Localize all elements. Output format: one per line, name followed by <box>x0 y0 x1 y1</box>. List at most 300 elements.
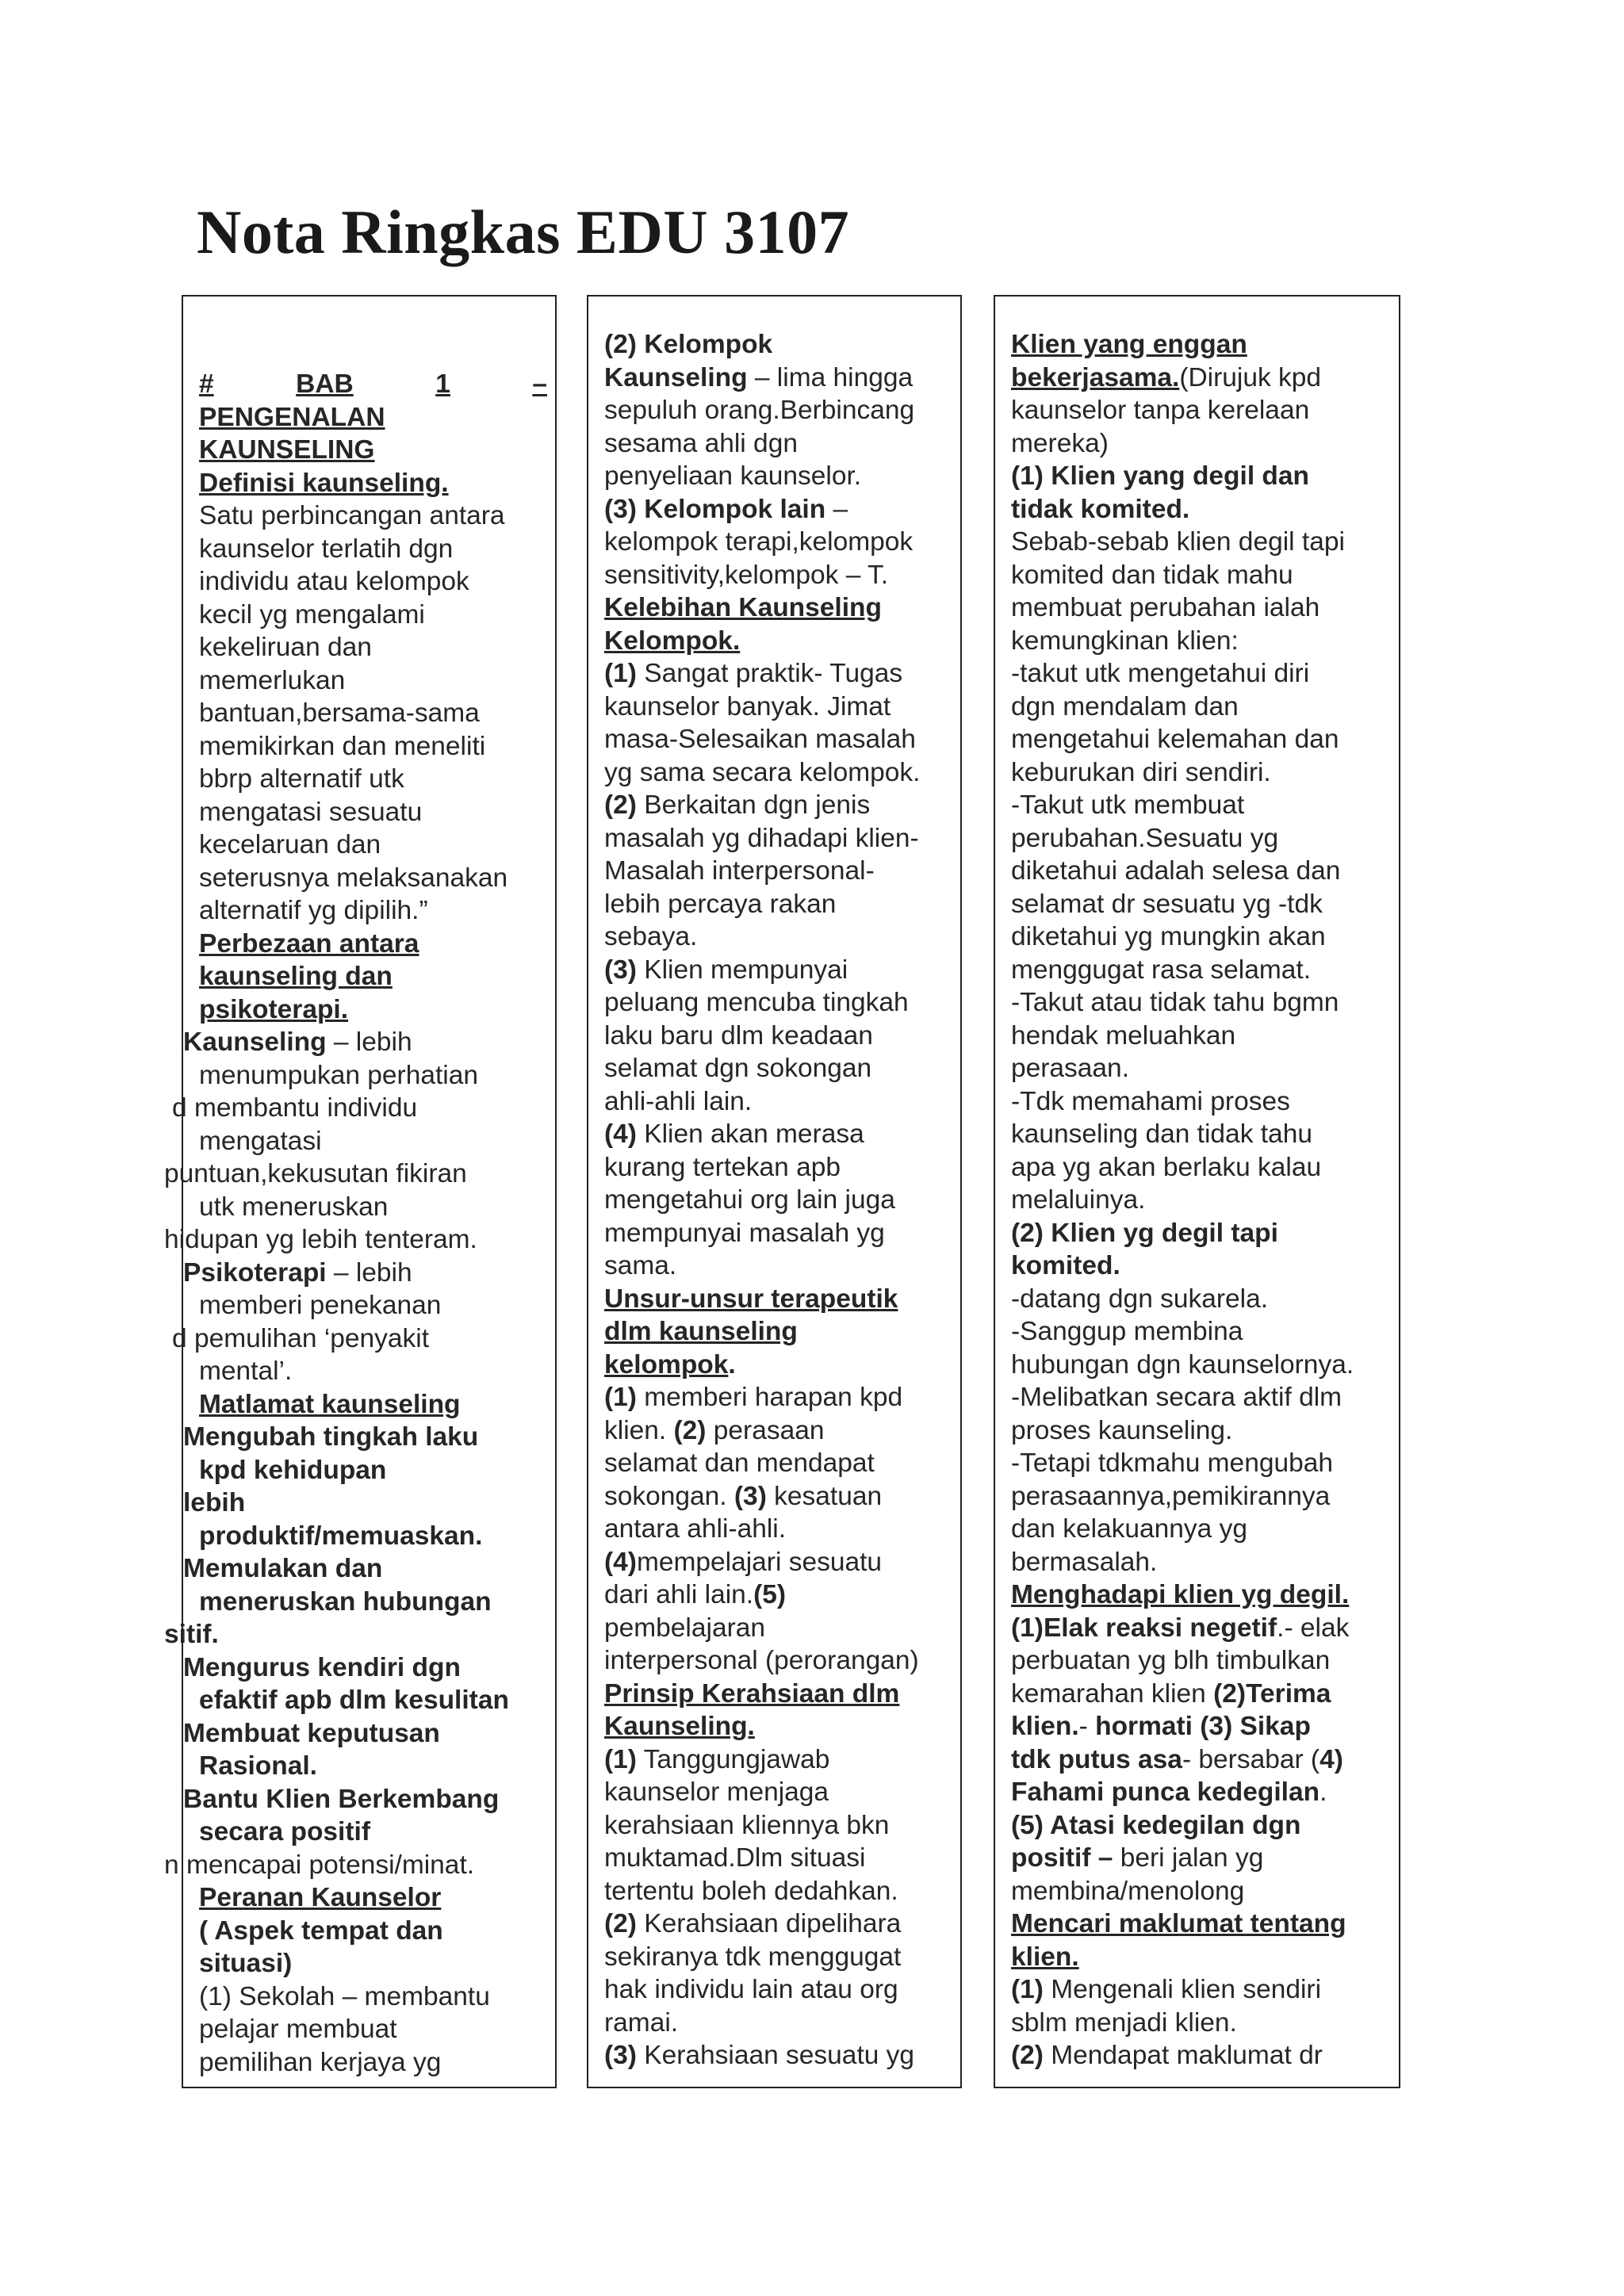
text-line <box>1011 394 1392 427</box>
body-text: perasaannya,pemikirannya <box>1011 1481 1331 1511</box>
body-text: kerahsiaan kliennya bkn <box>604 1810 890 1840</box>
bold-text: (2) Klien yg degil tapi <box>1011 1218 1278 1248</box>
text-line <box>604 1710 954 1743</box>
body-text: apa yg akan berlaku kalau <box>1011 1152 1322 1182</box>
text-line <box>1011 986 1392 1020</box>
text-line <box>1011 920 1392 954</box>
text-line <box>199 1750 547 1783</box>
bold-text: produktif/memuaskan. <box>199 1521 483 1551</box>
text-line <box>604 1743 954 1777</box>
body-text: Kerahsiaan dipelihara <box>636 1909 902 1938</box>
body-text: memberi harapan kpd <box>636 1383 903 1412</box>
body-text: masalah yg dihadapi klien- <box>604 823 919 853</box>
body-text: – <box>825 494 848 524</box>
heading-text: Mencari maklumat tentang <box>1011 1909 1346 1938</box>
bold-text: (2) <box>1011 2041 1044 2070</box>
bold-text: (3) <box>733 1481 767 1511</box>
bold-text: 4) <box>1320 1744 1343 1774</box>
text-line <box>604 394 954 427</box>
text-line <box>1011 888 1392 921</box>
body-text: mempelajari sesuatu <box>636 1547 883 1577</box>
bold-text: tidak komited. <box>1011 494 1190 524</box>
body-text: selamat dr sesuatu yg -tdk <box>1011 889 1323 919</box>
body-text: – lima hingga <box>747 362 914 392</box>
body-text: - <box>1078 1712 1096 1741</box>
heading-text: bekerjasama. <box>1011 362 1180 392</box>
body-text: peluang mencuba tingkah <box>604 988 909 1017</box>
text-line <box>183 1783 547 1816</box>
body-text: kaunseling dan tidak tahu <box>1011 1119 1312 1149</box>
bold-text: Kaunseling <box>183 1027 327 1057</box>
page-title: Nota Ringkas EDU 3107 <box>197 197 850 266</box>
text-line <box>199 1454 547 1487</box>
bold-text: Rasional. <box>199 1751 317 1781</box>
text-line <box>183 1552 547 1586</box>
body-text: keburukan diri sendiri. <box>1011 757 1271 787</box>
text-line <box>1011 1315 1392 1349</box>
bold-text: secara positif <box>199 1817 370 1846</box>
text-line <box>604 493 954 526</box>
bold-text: (3) Kelompok lain <box>604 494 826 524</box>
text-line <box>604 526 954 559</box>
body-text: bermasalah. <box>1011 1547 1158 1577</box>
body-text: mengatasi <box>199 1126 322 1156</box>
text-line <box>604 1315 954 1349</box>
bold-text: (1) <box>604 1744 637 1774</box>
heading-text: PENGENALAN <box>199 402 385 432</box>
text-line <box>604 1381 954 1414</box>
body-text: -Takut atau tidak tahu bgmn <box>1011 988 1339 1017</box>
text-line <box>604 328 954 362</box>
body-text: perasaan. <box>1011 1054 1129 1083</box>
bold-text: (4) <box>604 1547 637 1577</box>
body-text: menumpukan perhatian <box>199 1060 478 1090</box>
body-text: -Tetapi tdkmahu mengubah <box>1011 1448 1333 1478</box>
text-line <box>604 888 954 921</box>
body-text: Mengenali klien sendiri <box>1043 1975 1322 2004</box>
body-text: hak individu lain atau org <box>604 1975 898 2004</box>
body-text: dari ahli lain. <box>604 1580 754 1609</box>
body-text: Kerahsiaan sesuatu yg <box>636 2041 915 2070</box>
text-line <box>199 401 547 434</box>
body-text: kecil yg mengalami <box>199 599 425 629</box>
bold-text: situasi) <box>199 1949 293 1978</box>
text-line <box>1011 1678 1392 1711</box>
heading-text: Prinsip Kerahsiaan dlm <box>604 1678 900 1709</box>
text-line <box>1011 2007 1392 2040</box>
text-line <box>199 1684 547 1717</box>
text-line <box>604 1875 954 1908</box>
body-text: mengetahui kelemahan dan <box>1011 725 1339 754</box>
text-line <box>604 1644 954 1678</box>
text-line <box>1011 625 1392 658</box>
text-line <box>1011 559 1392 592</box>
text-line <box>199 2046 547 2080</box>
body-text: hubungan dgn kaunselornya. <box>1011 1349 1354 1380</box>
body-text: puntuan,kekusutan fikiran <box>164 1159 467 1188</box>
text-line <box>1011 1776 1392 1809</box>
text-line <box>199 499 547 533</box>
text-line <box>199 960 547 993</box>
text-line <box>199 828 547 862</box>
text-line <box>1011 1381 1392 1414</box>
body-text: kesatuan <box>766 1481 883 1511</box>
body-text: . <box>1320 1777 1327 1807</box>
bold-text: . <box>728 1349 736 1380</box>
text-line <box>1011 1414 1392 1448</box>
text-line <box>199 1059 547 1093</box>
text-line <box>199 1947 547 1980</box>
heading-text: Unsur-unsur terapeutik <box>604 1284 898 1314</box>
body-text: Berkaitan dgn jenis <box>636 790 871 820</box>
body-text: sebaya. <box>604 922 698 951</box>
body-text: muktamad.Dlm situasi <box>604 1843 866 1873</box>
bold-text: (3) <box>604 2041 637 2070</box>
text-line <box>604 986 954 1020</box>
column-1-text <box>164 401 547 2080</box>
bold-text: (2) Kelompok <box>604 330 773 359</box>
text-line <box>1011 691 1392 724</box>
heading-text: klien. <box>1011 1942 1079 1972</box>
text-line <box>1011 822 1392 855</box>
text-line <box>604 362 954 395</box>
body-text: mengetahui org lain juga <box>604 1185 895 1215</box>
text-line <box>604 789 954 822</box>
text-line <box>604 591 954 625</box>
text-line <box>604 1283 954 1316</box>
body-text: d pemulihan ‘penyakit <box>172 1323 430 1353</box>
text-line <box>1011 1283 1392 1316</box>
body-text: masa-Selesaikan masalah <box>604 725 916 754</box>
text-line <box>1011 855 1392 888</box>
chapter-heading-bab: BAB <box>296 369 354 399</box>
text-line <box>604 1908 954 1941</box>
text-line <box>199 467 547 500</box>
bold-text: klien. <box>1011 1712 1079 1741</box>
text-line <box>604 954 954 987</box>
text-line <box>604 1151 954 1184</box>
text-line <box>604 1349 954 1382</box>
body-text: kemungkinan klien: <box>1011 626 1239 656</box>
text-line <box>172 1322 547 1356</box>
body-text: proses kaunseling. <box>1011 1415 1233 1445</box>
text-line <box>604 1546 954 1579</box>
body-text: sensitivity,kelompok – T. <box>604 560 889 590</box>
text-line <box>183 1717 547 1751</box>
text-line <box>604 559 954 592</box>
text-line <box>1011 1020 1392 1053</box>
text-line <box>199 1816 547 1849</box>
notes-column-2 <box>587 295 962 2088</box>
bold-text: hormati (3) Sikap <box>1095 1712 1311 1741</box>
body-text: mereka) <box>1011 428 1109 458</box>
body-text: dgn mendalam dan <box>1011 691 1239 721</box>
heading-text: Matlamat kaunseling <box>199 1389 461 1419</box>
body-text: melaluinya. <box>1011 1185 1146 1215</box>
text-line <box>1011 1052 1392 1085</box>
body-text: diketahui yg mungkin akan <box>1011 922 1326 951</box>
bold-text: (1) <box>604 659 637 688</box>
body-text: seterusnya melaksanakan <box>199 863 508 893</box>
body-text: Masalah interpersonal- <box>604 856 875 886</box>
bold-text: meneruskan hubungan <box>199 1586 492 1617</box>
body-text: – lebih <box>326 1027 412 1057</box>
body-text: lebih percaya rakan <box>604 889 837 919</box>
text-line <box>199 1915 547 1948</box>
text-line <box>604 1678 954 1711</box>
body-text: kaunselor banyak. Jimat <box>604 691 891 721</box>
body-text: (Dirujuk kpd <box>1179 362 1322 392</box>
bold-text: (2)Terima <box>1213 1678 1331 1709</box>
heading-text: Peranan Kaunselor <box>199 1883 442 1912</box>
text-line <box>1011 1513 1392 1546</box>
text-line <box>604 1842 954 1875</box>
text-line <box>1011 1743 1392 1777</box>
text-line <box>604 1217 954 1250</box>
body-text: sblm menjadi klien. <box>1011 2007 1237 2038</box>
body-text: interpersonal (perorangan) <box>604 1646 919 1675</box>
column-2-text <box>604 328 954 2072</box>
body-text: -Sanggup membina <box>1011 1317 1243 1346</box>
text-line <box>604 1447 954 1480</box>
text-line <box>1011 723 1392 756</box>
body-text: pembelajaran <box>604 1613 765 1643</box>
heading-text: kelompok <box>604 1349 729 1380</box>
body-text: bbrp alternatif utk <box>199 764 404 794</box>
text-line <box>199 2013 547 2046</box>
text-line <box>199 894 547 928</box>
bold-text: (5) <box>753 1580 787 1609</box>
text-line <box>604 2007 954 2040</box>
body-text: perasaan <box>706 1415 825 1445</box>
notes-column-3 <box>994 295 1400 2088</box>
bold-text: (2) <box>604 790 637 820</box>
body-text: komited dan tidak mahu <box>1011 560 1293 590</box>
text-line <box>199 1191 547 1224</box>
text-line <box>183 1026 547 1059</box>
body-text: .- elak <box>1277 1613 1350 1643</box>
text-line <box>1011 789 1392 822</box>
bold-text: Fahami punca kedegilan <box>1011 1777 1320 1807</box>
body-text: sekiranya tdk menggugat <box>604 1942 902 1972</box>
body-text: kaunselor menjaga <box>604 1777 829 1807</box>
text-line <box>199 1586 547 1619</box>
body-text: kemarahan klien <box>1011 1678 1214 1709</box>
text-line <box>604 1414 954 1448</box>
body-text: sama. <box>604 1251 677 1280</box>
text-line <box>1011 1151 1392 1184</box>
text-line <box>604 657 954 691</box>
text-line <box>1011 328 1392 362</box>
body-text: - bersabar ( <box>1182 1744 1320 1774</box>
text-line <box>1011 657 1392 691</box>
body-text: sokongan. <box>604 1481 734 1511</box>
text-line <box>199 1881 547 1915</box>
body-text: utk meneruskan <box>199 1192 389 1222</box>
text-line <box>604 691 954 724</box>
text-line <box>1011 2039 1392 2072</box>
body-text: memerlukan <box>199 665 346 695</box>
text-line <box>604 1085 954 1119</box>
text-line <box>1011 1447 1392 1480</box>
text-line <box>1011 1644 1392 1678</box>
body-text: kelompok terapi,kelompok <box>604 527 914 557</box>
text-line <box>199 1388 547 1422</box>
bold-text: Bantu Klien Berkembang <box>183 1784 500 1814</box>
body-text: Klien mempunyai <box>636 955 848 985</box>
text-line <box>1011 1249 1392 1283</box>
body-text: -takut utk mengetahui diri <box>1011 659 1310 688</box>
text-line <box>1011 1809 1392 1843</box>
text-line <box>604 1578 954 1612</box>
heading-text: Perbezaan antara <box>199 928 419 959</box>
body-text: -Melibatkan secara aktif dlm <box>1011 1383 1342 1412</box>
notes-column-1 <box>164 295 557 2088</box>
text-line <box>164 1158 547 1191</box>
heading-text: psikoterapi. <box>199 994 349 1024</box>
bold-text: Memulakan dan <box>183 1554 383 1583</box>
heading-text: Menghadapi klien yg degil. <box>1011 1580 1350 1609</box>
text-line <box>199 1520 547 1553</box>
body-text: kurang tertekan apb <box>604 1152 841 1182</box>
text-line <box>199 763 547 796</box>
body-text: individu atau kelompok <box>199 567 469 596</box>
text-line <box>604 756 954 790</box>
text-line <box>1011 1941 1392 1974</box>
text-line <box>604 822 954 855</box>
body-text: ramai. <box>604 2007 679 2038</box>
text-line <box>1011 756 1392 790</box>
body-text: mengatasi sesuatu <box>199 797 423 827</box>
bold-text: (4) <box>604 1119 637 1149</box>
bold-text: ( Aspek tempat dan <box>199 1915 443 1946</box>
text-line <box>183 1487 547 1520</box>
text-line <box>604 920 954 954</box>
text-line <box>1011 1842 1392 1875</box>
body-text: d membantu individu <box>172 1093 418 1123</box>
body-text: beri jalan yg <box>1113 1843 1264 1873</box>
text-line <box>604 460 954 493</box>
body-text: alternatif yg dipilih.” <box>199 896 428 925</box>
body-text: kaunselor terlatih dgn <box>199 534 454 564</box>
column-3-text <box>1011 328 1392 2072</box>
text-line <box>604 1941 954 1974</box>
bold-text: (1)Elak reaksi negetif <box>1011 1613 1277 1643</box>
text-line <box>1011 1908 1392 1941</box>
text-line <box>1011 1217 1392 1250</box>
text-line <box>1011 526 1392 559</box>
chapter-heading <box>199 368 547 401</box>
chapter-heading-number: 1 <box>435 369 450 399</box>
text-line <box>199 1125 547 1158</box>
heading-text: Definisi kaunseling. <box>199 468 449 498</box>
body-text: kekeliruan dan <box>199 633 372 662</box>
body-text: ahli-ahli lain. <box>604 1086 753 1116</box>
body-text: membina/menolong <box>1011 1876 1245 1906</box>
heading-text: Kelompok. <box>604 626 741 656</box>
text-line <box>1011 1973 1392 2007</box>
text-line <box>199 1289 547 1322</box>
text-line <box>604 2039 954 2072</box>
body-text: kaunselor tanpa kerelaan <box>1011 396 1310 425</box>
bold-text: lebih <box>183 1488 246 1517</box>
body-text: memberi penekanan <box>199 1291 442 1320</box>
text-line <box>604 625 954 658</box>
bold-text: (1) Klien yang degil dan <box>1011 461 1309 491</box>
body-text: menggugat rasa selamat. <box>1011 955 1312 985</box>
body-text: -Tdk memahami proses <box>1011 1086 1290 1116</box>
body-text: antara ahli-ahli. <box>604 1514 787 1544</box>
body-text: klien. <box>604 1415 674 1445</box>
text-line <box>164 1223 547 1257</box>
heading-text: Kaunseling. <box>604 1712 755 1741</box>
bold-text: (5) Atasi kedegilan dgn <box>1011 1810 1301 1840</box>
text-line <box>604 1480 954 1513</box>
text-line <box>1011 362 1392 395</box>
bold-text: (2) <box>673 1415 707 1445</box>
text-line <box>199 533 547 566</box>
text-line <box>183 1421 547 1454</box>
text-line <box>199 697 547 730</box>
text-line <box>1011 1085 1392 1119</box>
body-text: memikirkan dan meneliti <box>199 731 486 761</box>
text-line <box>199 1355 547 1388</box>
text-line <box>1011 1612 1392 1645</box>
bold-text: (3) <box>604 955 637 985</box>
text-line <box>199 631 547 664</box>
body-text: Tanggungjawab <box>636 1744 830 1774</box>
text-line <box>199 862 547 895</box>
text-line <box>604 1612 954 1645</box>
text-line <box>604 1513 954 1546</box>
text-line <box>164 1849 547 1882</box>
body-text: hendak meluahkan <box>1011 1020 1236 1050</box>
text-line <box>604 1118 954 1151</box>
bold-text: positif – <box>1011 1843 1113 1873</box>
body-text: Sebab-sebab klien degil tapi <box>1011 527 1345 557</box>
bold-text: sitif. <box>164 1620 219 1649</box>
text-line <box>1011 1546 1392 1579</box>
body-text: (1) Sekolah – membantu <box>199 1981 490 2011</box>
text-line <box>1011 1480 1392 1513</box>
bold-text: efaktif apb dlm kesulitan <box>199 1686 509 1715</box>
text-line <box>1011 460 1392 493</box>
bold-text: kpd kehidupan <box>199 1455 387 1485</box>
text-line <box>1011 1349 1392 1382</box>
body-text: sesama ahli dgn <box>604 428 798 458</box>
body-text: n mencapai potensi/minat. <box>164 1850 475 1880</box>
text-line <box>604 427 954 461</box>
text-line <box>1011 591 1392 625</box>
body-text: -Takut utk membuat <box>1011 790 1245 820</box>
body-text: selamat dgn sokongan <box>604 1054 872 1083</box>
text-line <box>199 1980 547 2014</box>
text-line <box>1011 1578 1392 1612</box>
text-line <box>199 434 547 467</box>
text-line <box>604 1809 954 1843</box>
bold-text: (1) <box>604 1383 637 1412</box>
body-text: bantuan,bersama-sama <box>199 698 480 728</box>
text-line <box>199 993 547 1027</box>
bold-text: komited. <box>1011 1251 1120 1280</box>
text-line <box>199 599 547 632</box>
body-text: mental’. <box>199 1357 293 1386</box>
text-line <box>604 1776 954 1809</box>
text-line <box>172 1092 547 1125</box>
body-text: Sangat praktik- Tugas <box>636 659 903 688</box>
text-line <box>604 1184 954 1217</box>
text-line <box>199 796 547 829</box>
